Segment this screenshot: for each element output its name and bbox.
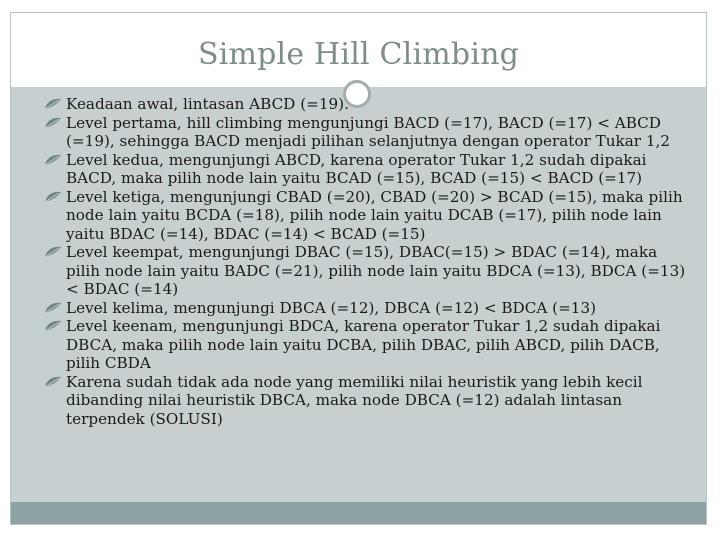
slide-title: Simple Hill Climbing <box>197 37 520 72</box>
bullet-item <box>44 317 694 373</box>
bullet-item <box>44 151 694 188</box>
bullet-list <box>44 95 694 428</box>
title-area <box>11 13 706 87</box>
bullet-text: Level kedua, mengunjungi ABCD, karena operator Tukar 1,2 sudah dipakai BACD, maka pilih node lain yaitu BCAD (=15), BCAD (=15) < BACD (=17) <box>66 150 647 187</box>
bullet-item <box>44 299 694 318</box>
leaf-bullet-icon <box>44 375 62 389</box>
leaf-bullet-icon <box>44 319 62 333</box>
leaf-bullet-icon <box>44 245 62 259</box>
leaf-bullet-icon <box>44 301 62 315</box>
bullet-item <box>44 95 694 114</box>
bullet-text: Level pertama, hill climbing mengunjungi BACD (=17), BACD (=17) < ABCD (=19), sehingga BACD menjadi pilihan selanjutnya dengan operator Tukar 1,2 <box>66 113 671 150</box>
bullet-item <box>44 114 694 151</box>
bullet-item <box>44 373 694 429</box>
bullet-text: Level ketiga, mengunjungi CBAD (=20), CBAD (=20) > BCAD (=15), maka pilih node lain yaitu BCDA (=18), pilih node lain yaitu DCAB (=17), pilih node lain yaitu BDAC (=14), BDAC (=14) < BCAD (=15) <box>66 187 683 243</box>
bullet-text: Level keempat, mengunjungi DBAC (=15), DBAC(=15) > BDAC (=14), maka pilih node lain yaitu BADC (=21), pilih node lain yaitu BDCA (=13), BDCA (=13) < BDAC (=14) <box>66 243 686 298</box>
bullet-text: Level keenam, mengunjungi BDCA, karena operator Tukar 1,2 sudah dipakai DBCA, maka pilih node lain yaitu DCBA, pilih DBAC, pilih ABCD, pilih DACB, pilih CBDA <box>66 317 661 372</box>
leaf-bullet-icon <box>44 97 62 111</box>
bullet-text: Karena sudah tidak ada node yang memiliki nilai heuristik yang lebih kecil dibanding nilai heuristik DBCA, maka node DBCA (=12) adalah lintasan terpendek (SOLUSI) <box>66 372 643 428</box>
leaf-bullet-icon <box>44 153 62 167</box>
bullet-text: Keadaan awal, lintasan ABCD (=19). <box>66 95 349 113</box>
leaf-bullet-icon <box>44 116 62 130</box>
bullet-item <box>44 243 694 299</box>
bullet-item <box>44 188 694 244</box>
bullet-text: Level kelima, mengunjungi DBCA (=12), DBCA (=12) < BDCA (=13) <box>66 298 597 317</box>
leaf-bullet-icon <box>44 190 62 204</box>
bottom-bar <box>11 502 706 524</box>
